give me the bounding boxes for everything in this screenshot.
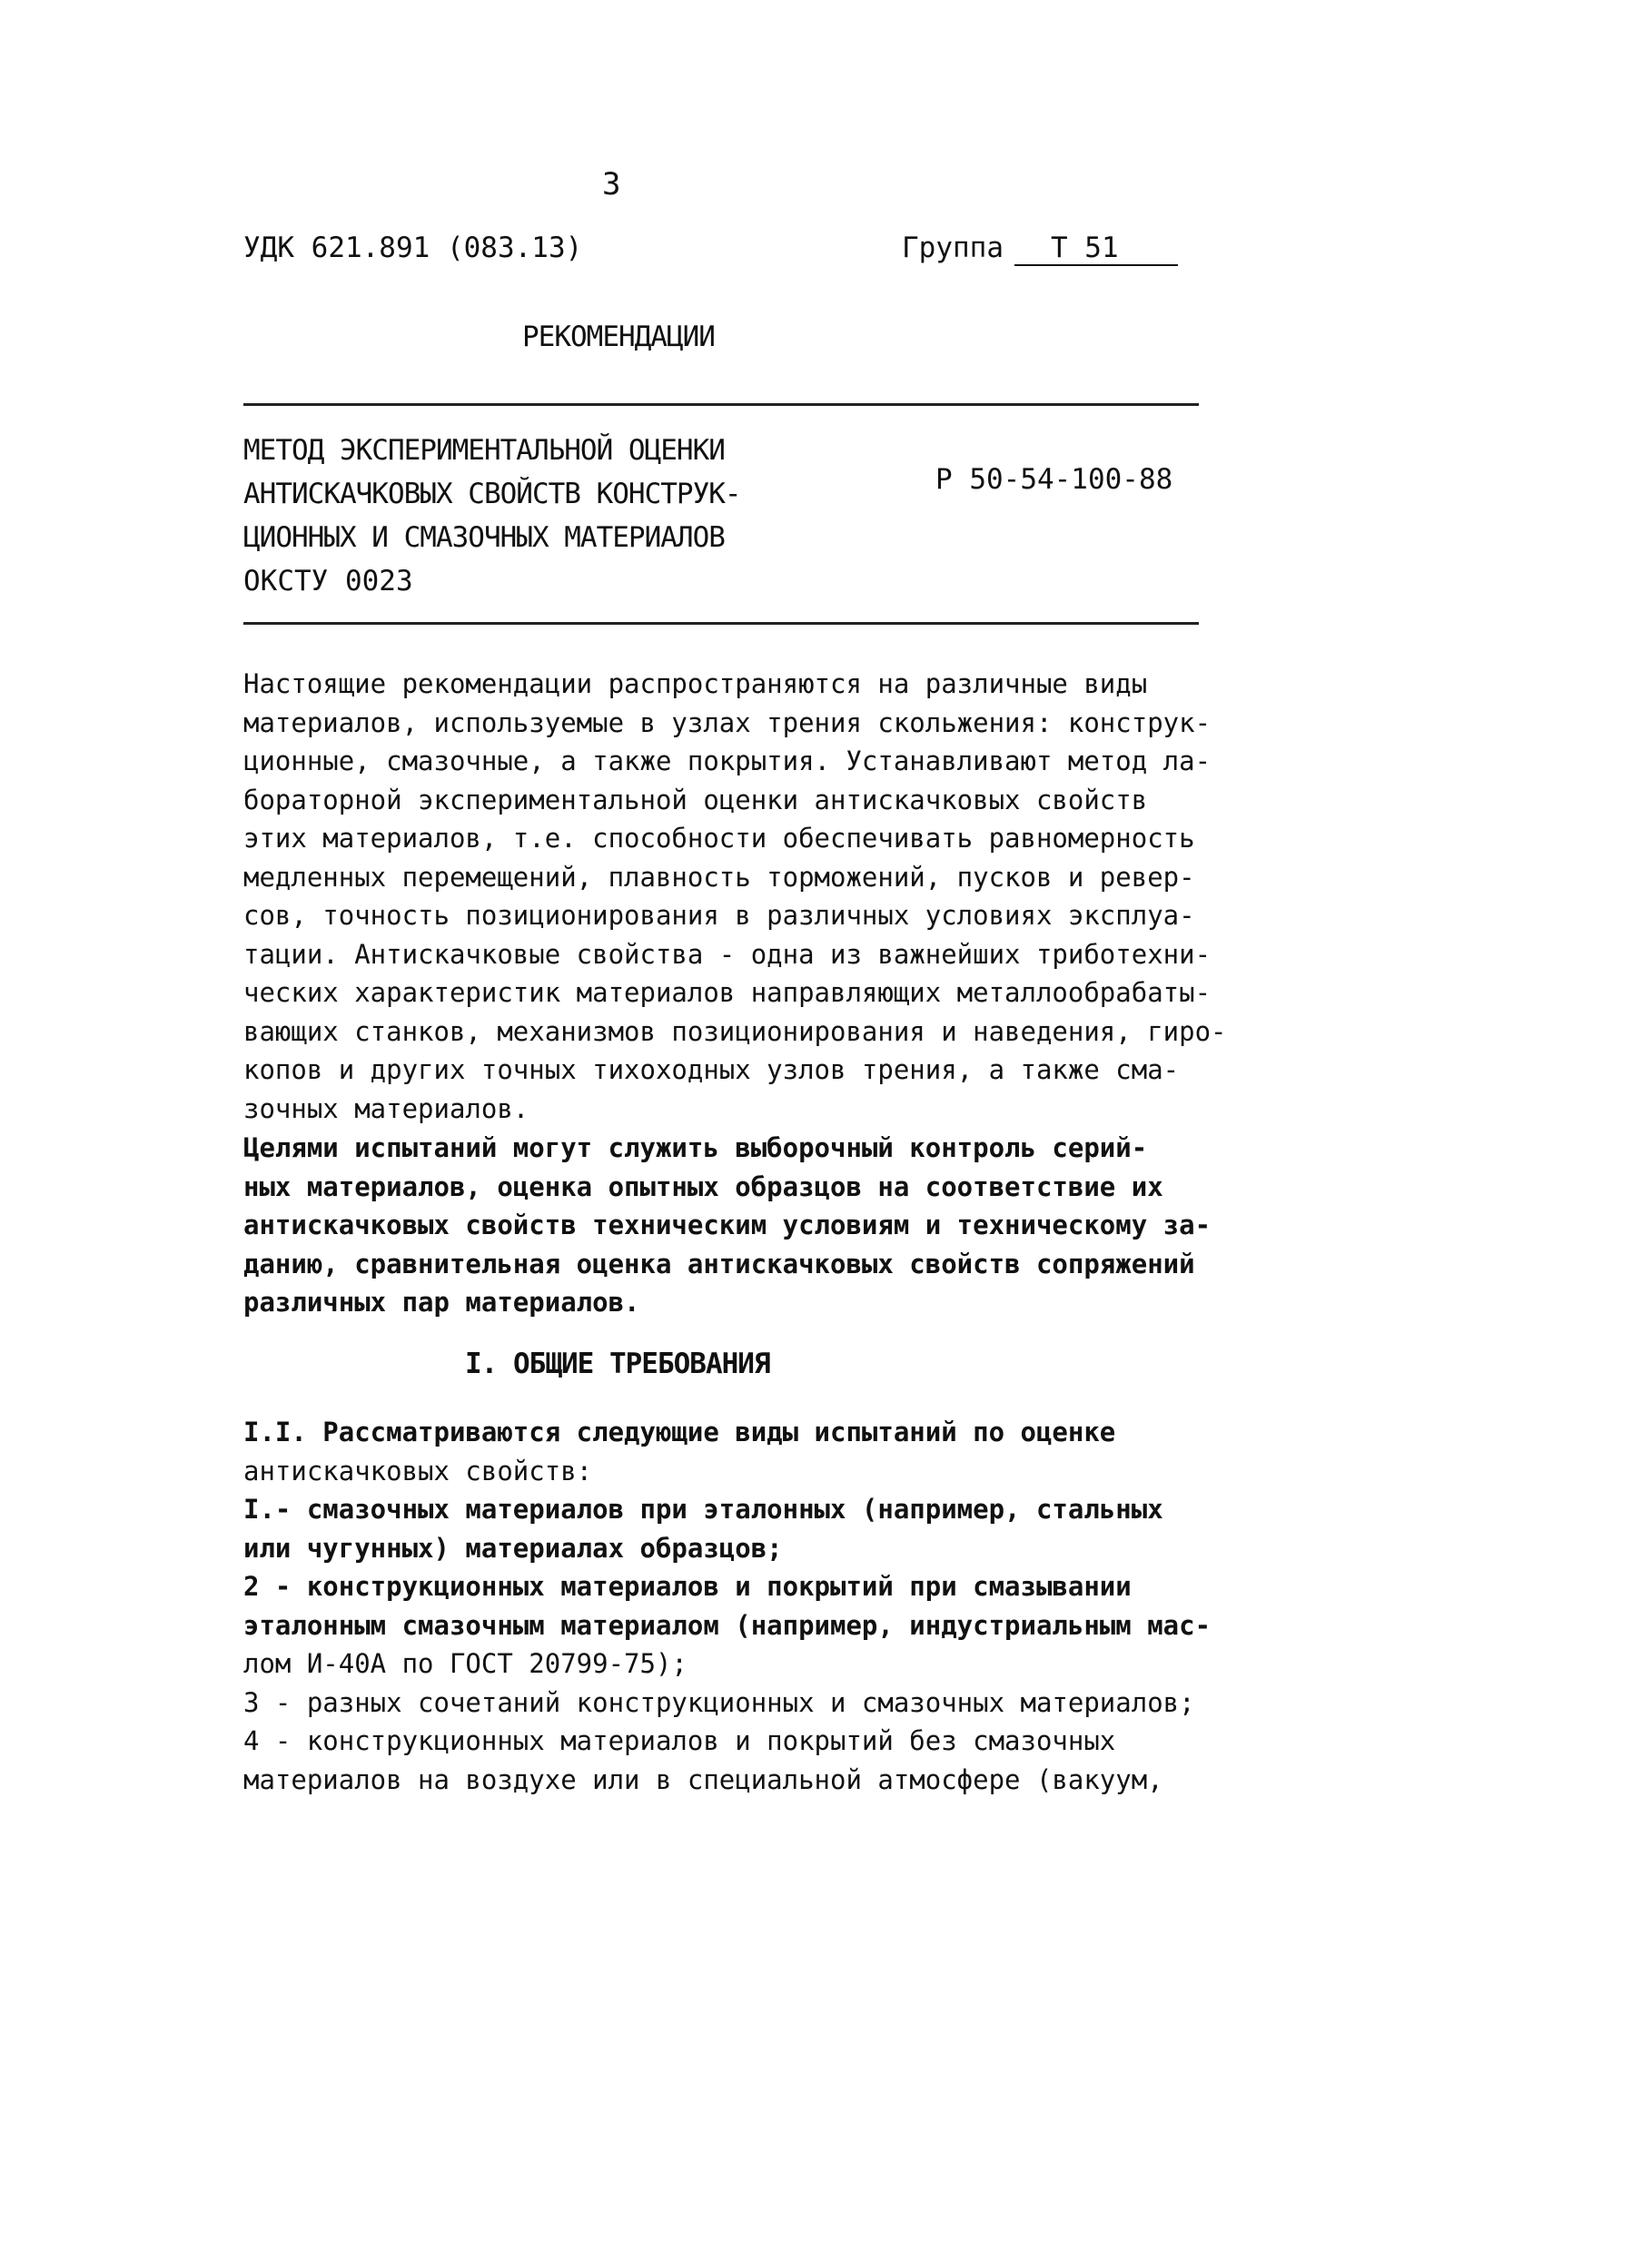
list-line: 2 - конструкционных материалов и покрытий при смазывании bbox=[243, 1571, 1132, 1602]
goals-paragraph bbox=[243, 1129, 1233, 1322]
list-line: 4 - конструкционных материалов и покрытий без смазочных bbox=[243, 1725, 1116, 1756]
text-line: антискачковых свойств техническим условиям и техническому за- bbox=[243, 1210, 1212, 1240]
text-line: ционные, смазочные, а также покрытия. Устанавливают метод ла- bbox=[243, 746, 1212, 776]
list-line: I.- смазочных материалов при эталонных (например, стальных bbox=[243, 1494, 1163, 1525]
document-number: Р 50-54-100-88 bbox=[935, 463, 1173, 496]
text-line: Настоящие рекомендации распространяются на различные виды bbox=[243, 668, 1148, 699]
test-types-list bbox=[243, 1413, 1233, 1799]
document-kind: РЕКОМЕНДАЦИИ bbox=[522, 321, 715, 353]
title-line: ЦИОННЫХ И СМАЗОЧНЫХ МАТЕРИАЛОВ bbox=[243, 521, 725, 554]
page-number: 3 bbox=[602, 166, 621, 202]
title-line: АНТИСКАЧКОВЫХ СВОЙСТВ КОНСТРУК- bbox=[243, 478, 741, 510]
oksty-code: ОКСТУ 0023 bbox=[243, 565, 413, 598]
group-label: Группа bbox=[902, 232, 1004, 264]
document-title bbox=[243, 429, 741, 559]
list-line: 3 - разных сочетаний конструкционных и смазочных материалов; bbox=[243, 1686, 1195, 1718]
list-line: I.I. Рассматриваются следующие виды испытаний по оценке bbox=[243, 1417, 1116, 1447]
text-line: медленных перемещений, плавность торможений, пусков и ревер- bbox=[243, 861, 1195, 893]
list-line: антискачковых свойств: bbox=[243, 1455, 593, 1487]
text-line: этих материалов, т.е. способности обеспечивать равномерность bbox=[243, 823, 1195, 854]
list-line: эталонным смазочным материалом (например, индустриальным мас- bbox=[243, 1609, 1212, 1641]
list-line: материалов на воздухе или в специальной атмосфере (вакуум, bbox=[243, 1763, 1163, 1795]
list-line: или чугунных) материалах образцов; bbox=[243, 1532, 783, 1564]
text-line: данию, сравнительная оценка антискачковых свойств сопряжений bbox=[243, 1248, 1195, 1279]
text-line: материалов, используемые в узлах трения скольжения: конструк- bbox=[243, 706, 1212, 738]
text-line: вающих станков, механизмов позиционирования и наведения, гиро- bbox=[243, 1015, 1227, 1047]
group-field bbox=[902, 232, 1178, 266]
divider-top bbox=[243, 403, 1199, 406]
section-heading: I. ОБЩИЕ ТРЕБОВАНИЯ bbox=[465, 1348, 770, 1380]
text-line: бораторной экспериментальной оценки антискачковых свойств bbox=[243, 784, 1148, 815]
text-line: Целями испытаний могут служить выборочный контроль серий- bbox=[243, 1132, 1148, 1163]
text-line: сов, точность позиционирования в различных условиях эксплуа- bbox=[243, 900, 1195, 931]
intro-paragraph bbox=[243, 665, 1233, 1128]
text-line: ных материалов, оценка опытных образцов на соответствие их bbox=[243, 1170, 1163, 1202]
text-line: зочных материалов. bbox=[243, 1092, 529, 1124]
divider-bottom bbox=[243, 622, 1199, 625]
text-line: ческих характеристик материалов направляющих металлообрабаты- bbox=[243, 977, 1212, 1008]
text-line: различных пар материалов. bbox=[243, 1287, 640, 1318]
group-code: Т 51 bbox=[1014, 232, 1178, 266]
list-line: лом И-40А по ГОСТ 20799-75); bbox=[243, 1648, 688, 1679]
udk-code: УДК 621.891 (083.13) bbox=[243, 232, 583, 264]
title-line: МЕТОД ЭКСПЕРИМЕНТАЛЬНОЙ ОЦЕНКИ bbox=[243, 434, 725, 467]
text-line: тации. Антискачковые свойства - одна из важнейших триботехни- bbox=[243, 938, 1212, 970]
text-line: копов и других точных тихоходных узлов трения, а также сма- bbox=[243, 1054, 1180, 1085]
